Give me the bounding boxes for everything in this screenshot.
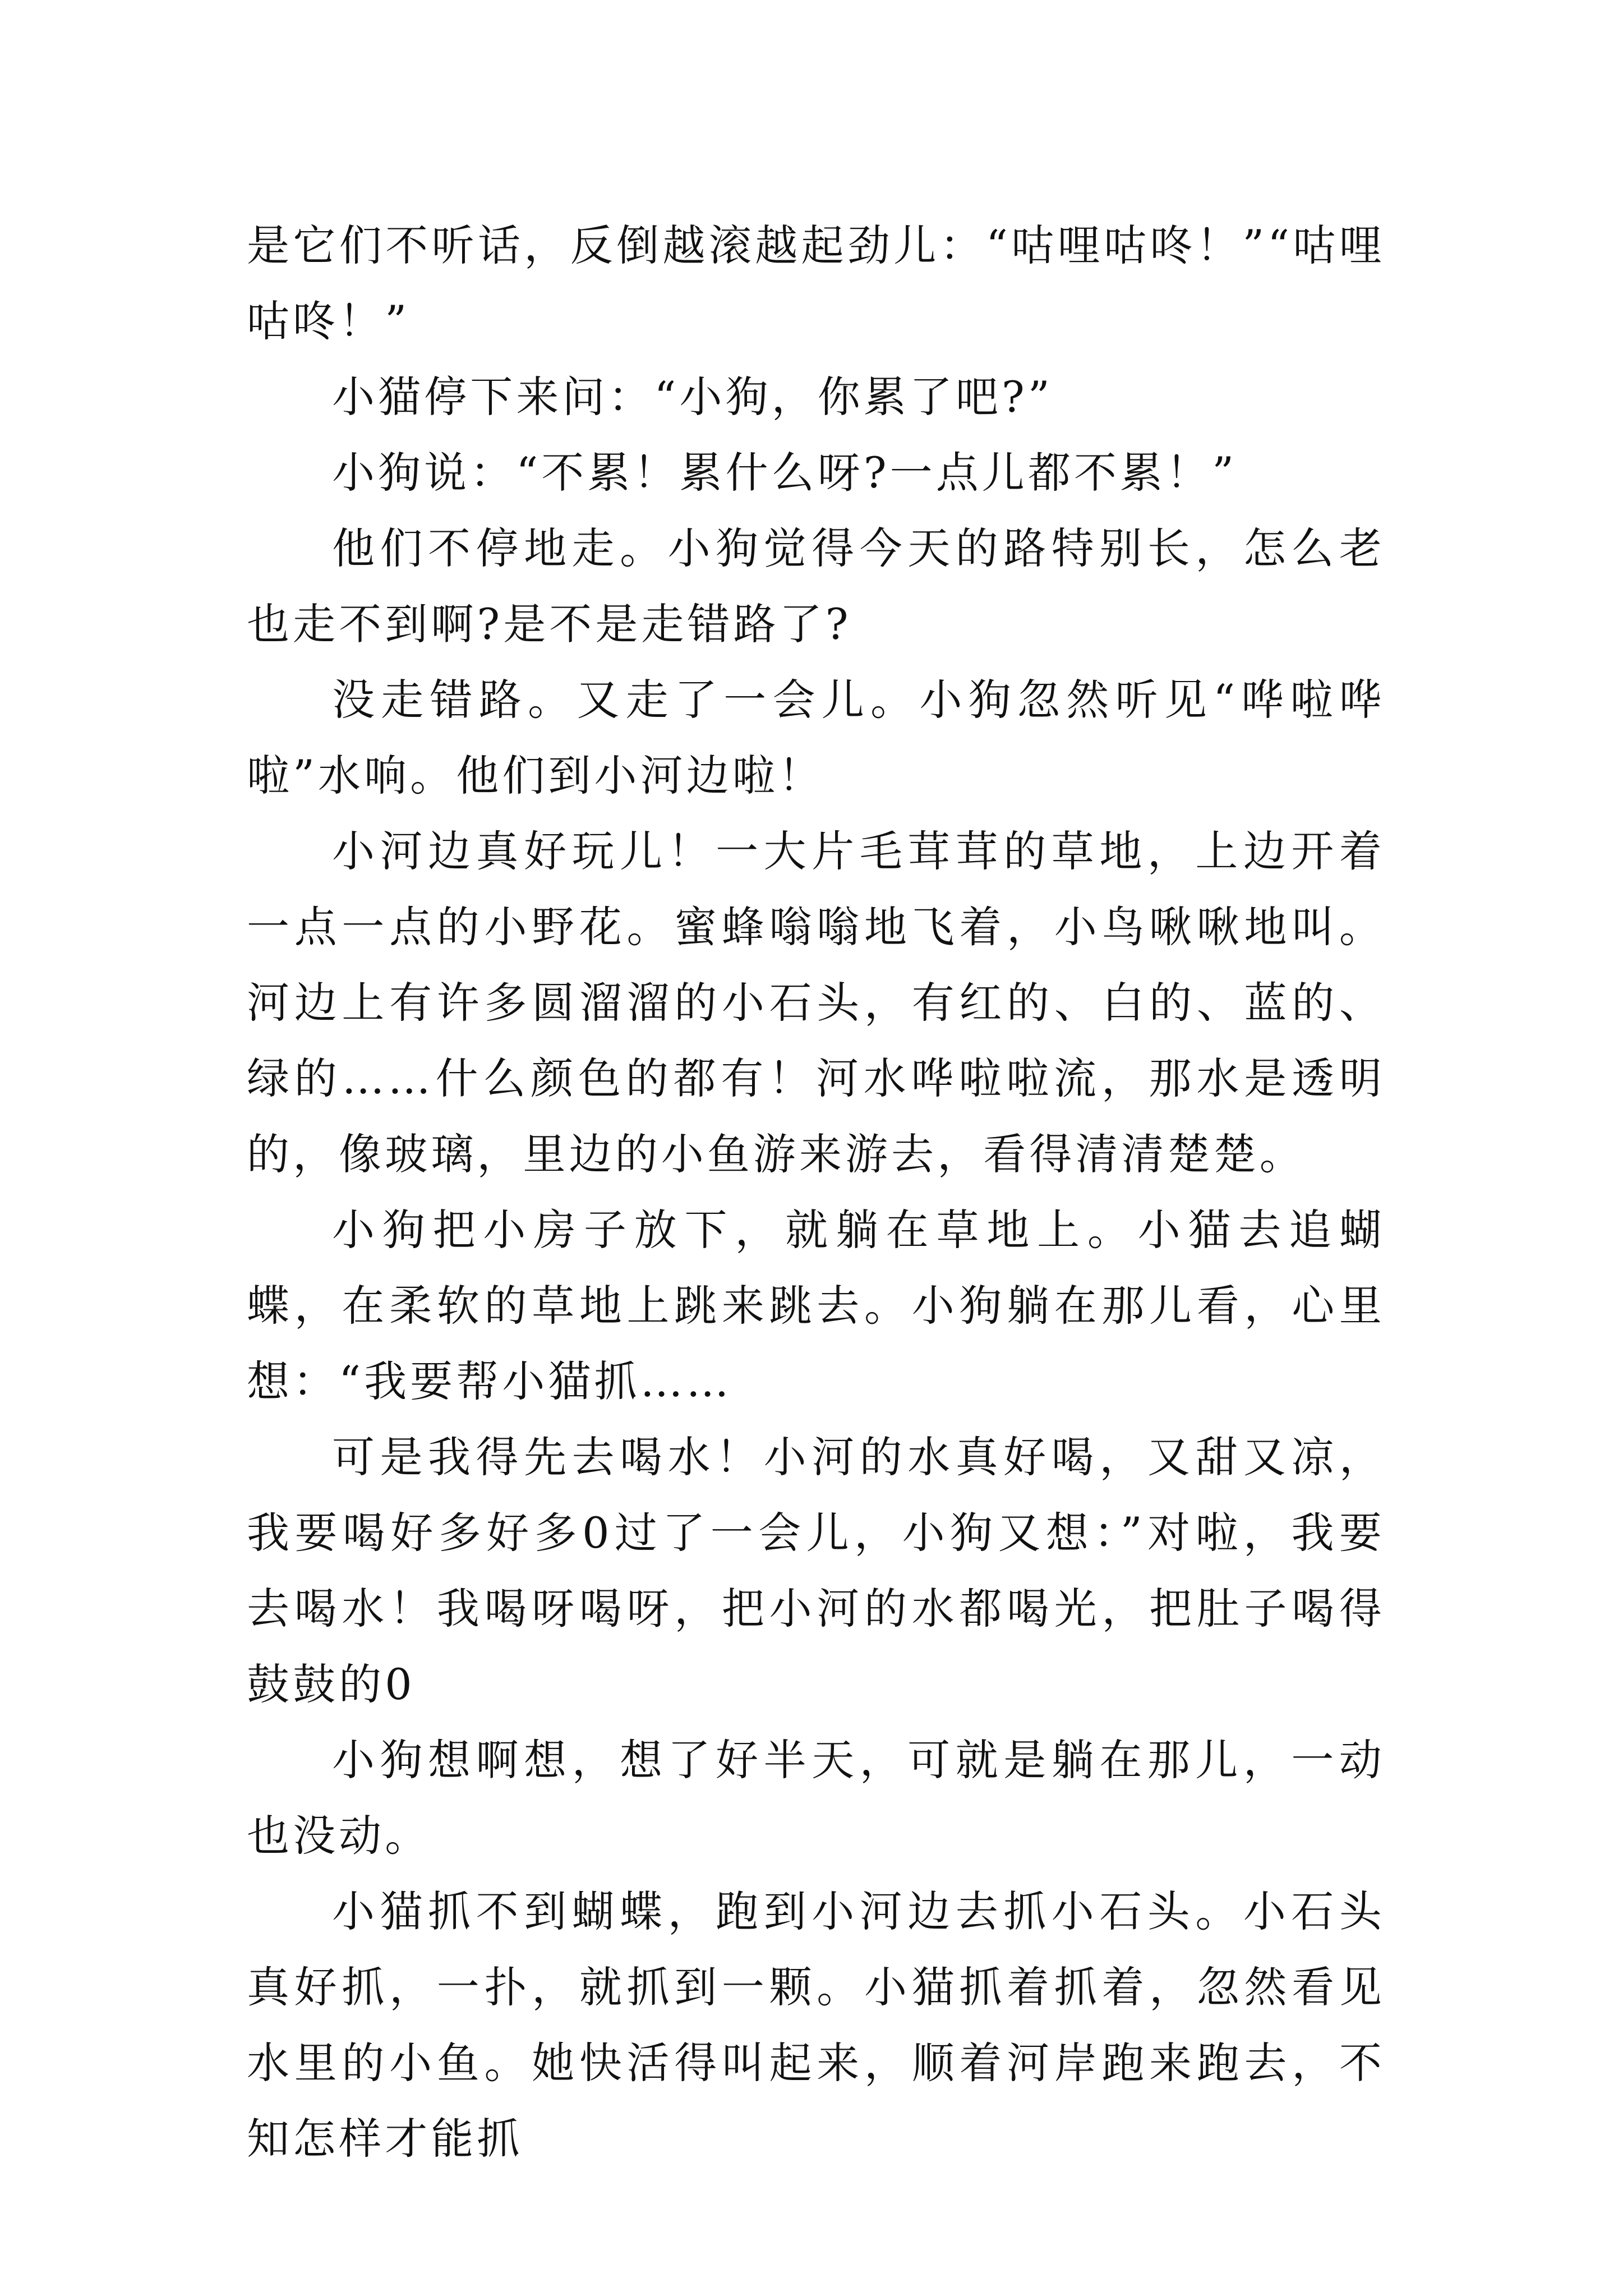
paragraph-continuation: 是它们不听话，反倒越滚越起劲儿：“咕哩咕咚！”“咕哩咕咚！” (247, 220, 1385, 346)
paragraph: 小猫抓不到蝴蝶，跑到小河边去抓小石头。小石头真好抓，一扑，就抓到一颗。小猫抓着抓着，忽然看见水里的小鱼。她快活得叫起来，顺着河岸跑来跑去，不知怎样才能抓 (247, 1887, 1385, 2164)
paragraph: 可是我得先去喝水！小河的水真好喝，又甜又凉，我要喝好多好多0过了一会儿，小狗又想：”对啦，我要去喝水！我喝呀喝呀，把小河的水都喝光，把肚子喝得鼓鼓的0 (247, 1432, 1385, 1709)
paragraph: 没走错路。又走了一会儿。小狗忽然听见“哗啦哗啦”水响。他们到小河边啦！ (247, 675, 1385, 800)
paragraph: 他们不停地走。小狗觉得今天的路特别长，怎么老也走不到啊?是不是走错路了? (247, 523, 1385, 649)
paragraph: 小狗想啊想，想了好半天，可就是躺在那儿，一动也没动。 (247, 1735, 1385, 1861)
paragraph: 小河边真好玩儿！一大片毛茸茸的草地，上边开着一点一点的小野花。蜜蜂嗡嗡地飞着，小鸟啾啾地叫。河边上有许多圆溜溜的小石头，有红的、白的、蓝的、绿的……什么颜色的都有！河水哗啦啦流，那水是透明的，像玻璃，里边的小鱼游来游去，看得清清楚楚。 (247, 826, 1385, 1179)
paragraph: 小猫停下来问：“小狗，你累了吧?” (332, 372, 1053, 422)
document-body (247, 208, 1385, 2177)
paragraph: 小狗说：“不累！累什么呀?一点儿都不累！” (332, 448, 1238, 498)
paragraph: 小狗把小房子放下，就躺在草地上。小猫去追蝴蝶，在柔软的草地上跳来跳去。小狗躺在那儿看，心里想：“我要帮小猫抓…… (247, 1205, 1385, 1406)
